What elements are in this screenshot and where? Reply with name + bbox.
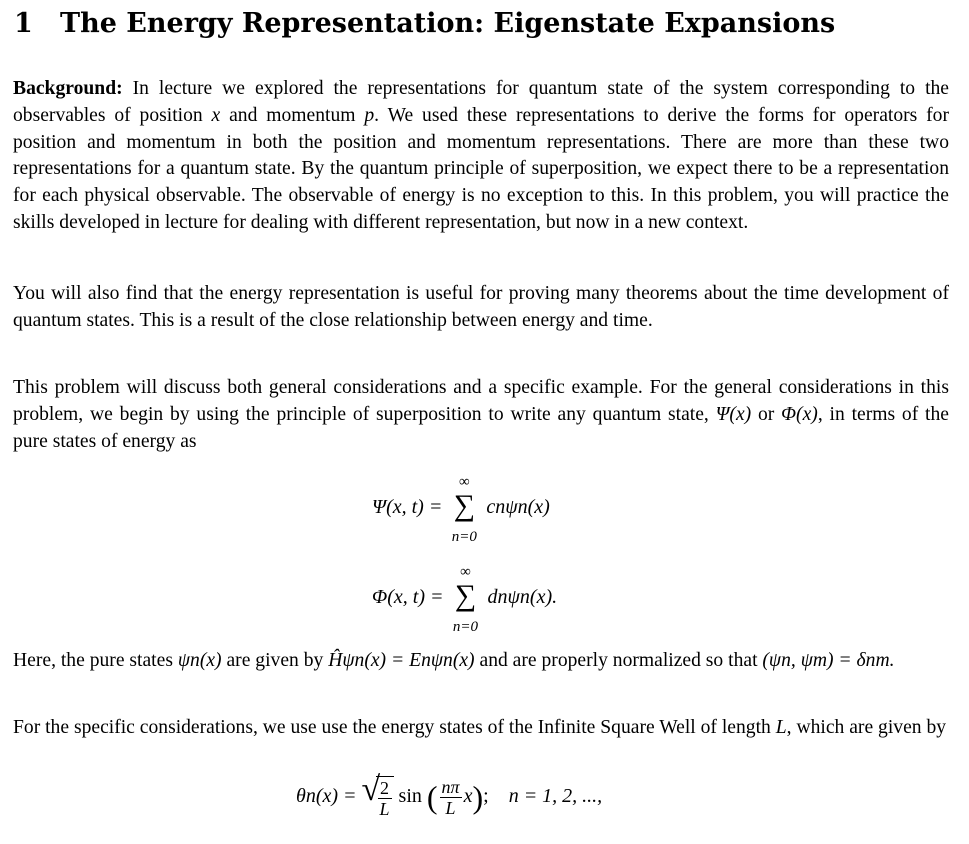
eq3-x: x bbox=[463, 785, 473, 808]
eq1-sum-upper: ∞ bbox=[458, 474, 470, 491]
section-heading bbox=[14, 6, 835, 42]
pure-states-text-3: and are properly normalized so that bbox=[474, 650, 763, 671]
equation-psi-expansion bbox=[372, 474, 550, 546]
eq3-sqrt-denominator: L bbox=[379, 799, 390, 819]
math-L: L bbox=[775, 717, 787, 738]
eq2-sum-upper: ∞ bbox=[460, 564, 471, 581]
left-paren-icon: ( bbox=[426, 779, 438, 816]
equation-phi-expansion bbox=[372, 564, 558, 636]
math-psi-x: Ψ(x) bbox=[715, 403, 752, 425]
superposition-text-2: , in terms of the pure states of energy as bbox=[13, 403, 949, 452]
eq2-rhs: dnψn(x). bbox=[487, 586, 558, 608]
paragraph-time-development: You will also find that the energy representation is useful for proving many theorems about the time development of quantum states. This is a result of the close relationship between energy and time. bbox=[13, 283, 949, 331]
eq3-lhs: θn(x) = bbox=[296, 785, 357, 808]
superposition-text-or: or bbox=[751, 403, 782, 425]
math-x: x bbox=[211, 104, 221, 126]
background-text-3: . We used these representations to derive the forms for operators for position and momentum in both the position and momentum representations. There are more than these two representations for a quantum state. By the quantum principle of superposition, we expect there to be a representation for each physical observable. The observable of energy is no exception to this. In this problem, you will practice the skills developed in lecture for dealing with different representation, but now in a new context. bbox=[13, 104, 949, 233]
summation-icon: ∞ ∑ n=0 bbox=[447, 491, 481, 521]
background-text-1: In lecture we explored the representations for quantum state of the system corresponding to the observables of position bbox=[13, 78, 949, 126]
eq1-rhs: cnψn(x) bbox=[486, 496, 550, 518]
pure-states-text-2: are given by bbox=[221, 650, 329, 671]
eq1-lhs: Ψ(x, t) = bbox=[372, 496, 443, 518]
paragraph-superposition bbox=[13, 375, 949, 455]
eq2-sum-lower: n=0 bbox=[452, 619, 479, 636]
eq1-sum-lower: n=0 bbox=[451, 529, 477, 546]
paragraph-pure-states bbox=[13, 648, 949, 675]
equation-infinite-well-states bbox=[296, 771, 603, 819]
summation-icon: ∞ ∑ n=0 bbox=[448, 581, 482, 611]
eq3-sqrt-numerator: 2 bbox=[378, 778, 392, 799]
eq3-semicolon: ; bbox=[483, 785, 504, 808]
math-p: p bbox=[364, 104, 375, 126]
math-normalization: (ψn, ψm) = δnm. bbox=[762, 650, 895, 671]
paragraph-background bbox=[13, 76, 949, 237]
eq3-frac-denominator: L bbox=[445, 798, 456, 818]
infinite-well-text-2: , which are given by bbox=[786, 717, 947, 738]
section-number: 1 bbox=[14, 8, 33, 39]
eq3-tail: n = 1, 2, ..., bbox=[508, 785, 603, 808]
background-text-2: and momentum bbox=[220, 104, 365, 126]
eq3-sin: sin bbox=[398, 785, 422, 808]
radical-icon: √ bbox=[361, 771, 381, 808]
background-label: Background: bbox=[13, 78, 123, 99]
right-paren-icon: ) bbox=[472, 779, 484, 816]
math-phi-x: Φ(x) bbox=[781, 403, 818, 425]
section-title: The Energy Representation: Eigenstate Expansions bbox=[60, 8, 836, 39]
infinite-well-text-1: For the specific considerations, we use use the energy states of the Infinite Square Well of length bbox=[13, 717, 776, 738]
superposition-text-1: This problem will discuss both general considerations and a specific example. For the general considerations in this problem, we begin by using the principle of superposition to write any quantum state, bbox=[13, 377, 949, 425]
square-root bbox=[361, 771, 394, 819]
math-hamiltonian-eq: Ĥψn(x) = Enψn(x) bbox=[328, 650, 475, 671]
eq3-frac-numerator: nπ bbox=[441, 777, 460, 797]
math-psi-n: ψn(x) bbox=[177, 650, 222, 671]
pure-states-text-1: Here, the pure states bbox=[13, 650, 178, 671]
paragraph-infinite-well bbox=[13, 715, 949, 742]
eq2-lhs: Φ(x, t) = bbox=[372, 586, 444, 608]
